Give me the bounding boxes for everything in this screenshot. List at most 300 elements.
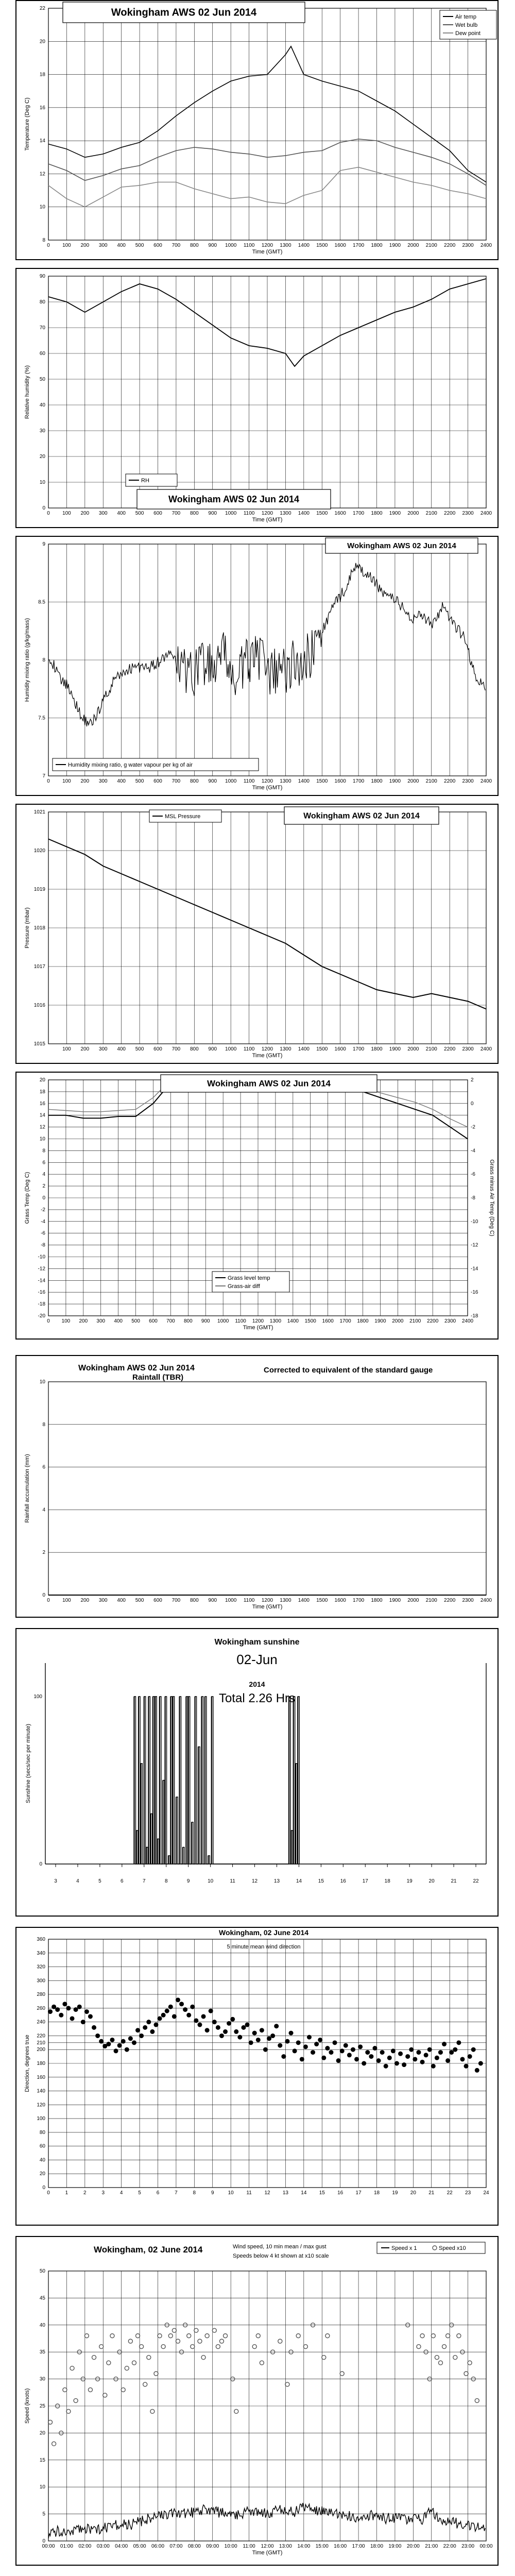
x-tick-label: 2200 — [444, 1046, 456, 1052]
rainfall-chart-panel — [15, 1355, 499, 1618]
x-tick-label: 1100 — [243, 511, 255, 516]
x-tick-label: 100 — [62, 778, 71, 784]
x-tick-label: 100 — [62, 243, 71, 248]
x-tick-label: 700 — [171, 243, 181, 248]
mixing-ratio-chart-panel — [15, 536, 499, 796]
rainfall-chart — [16, 1356, 497, 1617]
direction-point — [285, 2039, 289, 2044]
x-tick-label: 19:00 — [388, 2544, 402, 2549]
x-tick-label: 200 — [79, 1318, 88, 1324]
speed-x10-point — [125, 2366, 129, 2370]
direction-point — [212, 2020, 217, 2024]
y-tick-label: -14 — [38, 1278, 45, 1284]
y-tick-label: 8 — [42, 1148, 45, 1154]
chart-title: Wokingham sunshine — [214, 1638, 300, 1647]
chart-title: Wokingham AWS 02 Jun 2014 — [111, 7, 257, 19]
x-tick-label: 800 — [190, 511, 199, 516]
x-tick-label: 1900 — [374, 1318, 386, 1324]
direction-point — [201, 2014, 206, 2019]
x-tick-label: 1500 — [316, 1046, 328, 1052]
direction-point — [289, 2031, 294, 2036]
speed-x10-point — [340, 2371, 344, 2376]
x-tick-label: 19 — [392, 2190, 398, 2196]
x-tick-label: 18:00 — [370, 2544, 384, 2549]
x-tick-label: 1200 — [261, 511, 273, 516]
x-tick-label: 1400 — [298, 1046, 310, 1052]
x-tick-label: 3 — [54, 1878, 57, 1884]
y-tick-label: -10 — [38, 1254, 45, 1260]
x-tick-label: 1500 — [316, 243, 328, 248]
direction-point — [194, 2018, 198, 2023]
y-tick-label: 40 — [39, 402, 45, 408]
y-axis-label: Direction, degrees true — [24, 2035, 30, 2092]
x-tick-label: 900 — [208, 1046, 217, 1052]
x-tick-label: 1400 — [287, 1318, 299, 1324]
x-tick-label: 2400 — [480, 1598, 492, 1603]
x-tick-label: 300 — [98, 511, 108, 516]
x-tick-label: 1800 — [371, 511, 383, 516]
y-tick-label: 70 — [39, 325, 45, 331]
speed-x10-point — [219, 2339, 224, 2343]
y2-tick-label: 0 — [471, 1100, 474, 1107]
x-tick-label: 13:00 — [279, 2544, 292, 2549]
direction-point — [351, 2047, 355, 2052]
y-tick-label: 20 — [39, 39, 45, 45]
direction-point — [241, 2025, 246, 2030]
y-tick-label: -4 — [41, 1218, 45, 1225]
y2-tick-label: -10 — [471, 1218, 478, 1225]
x-axis-label: Time (GMT) — [252, 249, 283, 255]
x-tick-label: 20:00 — [406, 2544, 420, 2549]
direction-point — [456, 2040, 461, 2045]
direction-point — [442, 2042, 447, 2046]
y-tick-label: 35 — [39, 2349, 45, 2355]
x-axis-label: Time (GMT) — [252, 785, 283, 791]
y2-tick-label: -6 — [471, 1172, 475, 1178]
gridlines — [48, 8, 486, 240]
x-tick-label: 17 — [362, 1878, 368, 1884]
x-tick-label: 02:00 — [78, 2544, 92, 2549]
x-tick-label: 1000 — [225, 511, 237, 516]
chart-title: Wokingham AWS 02 Jun 2014 — [303, 811, 420, 821]
x-tick-label: 10:00 — [224, 2544, 237, 2549]
x-tick-label: 04:00 — [115, 2544, 128, 2549]
speed-x10-point — [147, 2355, 151, 2360]
x-tick-label: 1900 — [389, 511, 401, 516]
x-tick-label: 1100 — [243, 243, 255, 248]
y-tick-label: 9 — [42, 541, 45, 547]
direction-point — [88, 2014, 93, 2019]
direction-point — [300, 2057, 304, 2061]
y-tick-label: 30 — [39, 2376, 45, 2382]
x-tick-label: 200 — [80, 778, 90, 784]
x-tick-label: 900 — [201, 1318, 210, 1324]
x-tick-label: 14 — [296, 1878, 302, 1884]
x-tick-label: 8 — [164, 1878, 168, 1884]
y-tick-label: 30 — [39, 428, 45, 434]
chart-title: Wokingham AWS 02 Jun 2014 — [78, 1364, 195, 1372]
x-tick-label: 400 — [117, 1046, 126, 1052]
x-tick-label: 09:00 — [206, 2544, 219, 2549]
direction-point — [336, 2058, 341, 2063]
direction-point — [460, 2057, 465, 2061]
x-tick-label: 24 — [483, 2190, 489, 2196]
x-tick-label: 1000 — [225, 1046, 237, 1052]
y-tick-label: 180 — [37, 2061, 45, 2066]
y-tick-label: 0 — [42, 1592, 45, 1598]
direction-point — [260, 2028, 264, 2032]
direction-point — [347, 2053, 352, 2057]
y-tick-label: 0 — [42, 2538, 45, 2544]
sunshine-chart — [16, 1629, 497, 1916]
x-tick-label: 20 — [428, 1878, 435, 1884]
direction-point — [435, 2056, 439, 2060]
x-axis-label: Time (GMT) — [252, 517, 283, 523]
x-tick-label: 1200 — [261, 778, 273, 784]
legend-label: Air temp — [455, 14, 476, 20]
chart-total: Total 2.26 Hrs — [218, 1691, 296, 1705]
x-tick-label: 0 — [47, 778, 50, 784]
y2-tick-label: -4 — [471, 1148, 475, 1154]
x-tick-label: 21 — [451, 1878, 457, 1884]
speed-x10-point — [256, 2334, 260, 2338]
direction-point — [197, 2023, 202, 2027]
x-tick-label: 1300 — [269, 1318, 282, 1324]
x-tick-label: 13 — [282, 2190, 288, 2196]
x-tick-label: 8 — [193, 2190, 196, 2196]
x-tick-label: 2100 — [425, 1598, 437, 1603]
x-tick-label: 100 — [62, 511, 71, 516]
grass-temp-chart — [16, 1073, 497, 1338]
x-axis-label: Time (GMT) — [243, 1325, 273, 1331]
speed-x10-point — [172, 2328, 176, 2332]
x-tick-label: 600 — [149, 1318, 158, 1324]
direction-point — [99, 2039, 104, 2044]
x-tick-label: 1800 — [371, 1046, 383, 1052]
x-axis-label: Time (GMT) — [252, 1053, 283, 1059]
chart-title: Wokingham, 02 June 2014 — [218, 1928, 309, 1937]
direction-point — [190, 2005, 195, 2009]
x-tick-label: 100 — [62, 1598, 71, 1603]
x-tick-label: 3 — [101, 2190, 105, 2196]
y-tick-label: 16 — [39, 105, 45, 111]
direction-point — [205, 2028, 210, 2032]
legend-label: MSL Pressure — [165, 814, 201, 820]
speed-x10-point — [252, 2345, 256, 2349]
direction-point — [307, 2035, 312, 2040]
y-axis-label: Grass Temp (Deg C) — [24, 1172, 30, 1224]
direction-point — [117, 2043, 122, 2048]
x-tick-label: 16:00 — [334, 2544, 347, 2549]
legend-label: Humidity mixing ratio, g water vapour per kg of air — [68, 762, 193, 768]
x-tick-label: 1100 — [243, 1046, 255, 1052]
speed-x10-point — [446, 2334, 450, 2338]
direction-point — [172, 2014, 177, 2019]
x-tick-label: 1400 — [298, 243, 310, 248]
x-tick-label: 1800 — [371, 778, 383, 784]
x-tick-label: 17 — [355, 2190, 362, 2196]
speed-x10-point — [453, 2355, 457, 2360]
x-tick-label: 900 — [208, 778, 217, 784]
y-tick-label: 1020 — [33, 848, 45, 854]
x-tick-label: 18 — [373, 2190, 380, 2196]
y-tick-label: 18 — [39, 72, 45, 78]
y-tick-label: 20 — [39, 1077, 45, 1083]
direction-point — [333, 2040, 337, 2045]
y-tick-label: 360 — [37, 1937, 45, 1942]
y-tick-label: 6 — [42, 1160, 45, 1166]
direction-point — [237, 2035, 242, 2040]
x-tick-label: 600 — [153, 243, 162, 248]
x-tick-label: 2300 — [462, 243, 474, 248]
x-tick-label: 800 — [183, 1318, 193, 1324]
x-tick-label: 07:00 — [169, 2544, 183, 2549]
y-tick-label: 45 — [39, 2295, 45, 2301]
x-tick-label: 1500 — [316, 1598, 328, 1603]
y-tick-label: 12 — [39, 171, 45, 177]
speed-x10-point — [128, 2339, 132, 2343]
x-tick-label: 2300 — [444, 1318, 456, 1324]
mixing-ratio-chart — [16, 537, 497, 795]
direction-point — [424, 2053, 428, 2057]
y-tick-label: 4 — [42, 1172, 45, 1178]
x-tick-label: 2400 — [480, 243, 492, 248]
x-tick-label: 23:00 — [461, 2544, 475, 2549]
sunshine-trace — [134, 1697, 300, 1864]
x-tick-label: 500 — [135, 1046, 144, 1052]
speed-x10-point — [431, 2334, 435, 2338]
y-tick-label: 50 — [39, 377, 45, 382]
direction-point — [143, 2025, 147, 2030]
x-tick-label: 9 — [186, 1878, 190, 1884]
direction-point — [52, 2005, 56, 2009]
x-tick-label: 200 — [80, 1598, 90, 1603]
speed-x10-point — [63, 2388, 67, 2392]
direction-point — [420, 2060, 425, 2064]
y-tick-label: 20 — [39, 454, 45, 460]
y-tick-label: 16 — [39, 1100, 45, 1107]
direction-point — [270, 2033, 275, 2038]
x-tick-label: 1100 — [235, 1318, 246, 1324]
series-line-mixing-ratio — [48, 563, 485, 726]
x-tick-label: 1600 — [334, 1598, 346, 1603]
speed-x10-point — [296, 2334, 300, 2338]
speed-x10-point — [99, 2345, 104, 2349]
direction-point — [376, 2058, 381, 2063]
direction-point — [165, 2009, 169, 2013]
speed-x10-point — [420, 2334, 424, 2338]
direction-point — [405, 2054, 410, 2059]
y-tick-label: 10 — [39, 204, 45, 210]
direction-point — [438, 2050, 443, 2055]
direction-point — [354, 2057, 359, 2061]
legend-label: Grass level temp — [228, 1275, 270, 1281]
x-tick-label: 400 — [117, 243, 126, 248]
y2-tick-label: -8 — [471, 1195, 475, 1201]
direction-point — [416, 2050, 421, 2055]
x-tick-label: 1600 — [334, 778, 346, 784]
x-tick-label: 18 — [384, 1878, 390, 1884]
x-tick-label: 0 — [47, 511, 50, 516]
x-tick-label: 2000 — [407, 1046, 419, 1052]
x-tick-label: 1400 — [298, 778, 310, 784]
y-tick-label: 320 — [37, 1964, 45, 1970]
y-tick-label: 6 — [42, 1464, 45, 1470]
x-tick-label: 300 — [96, 1318, 106, 1324]
speed-x10-point — [52, 2442, 56, 2446]
y-tick-label: 2 — [42, 1550, 45, 1556]
speed-x10-point — [161, 2345, 165, 2349]
direction-point — [402, 2062, 406, 2067]
y-axis-label: Humidity mixing ratio (g/kg/mass) — [24, 618, 30, 702]
x-tick-label: 2400 — [480, 511, 492, 516]
x-tick-label: 2000 — [407, 778, 419, 784]
speed-x10-point — [88, 2388, 92, 2392]
direction-point — [227, 2021, 231, 2026]
direction-point — [74, 2007, 78, 2012]
x-tick-label: 2200 — [444, 243, 456, 248]
gridlines — [48, 812, 486, 1044]
direction-point — [340, 2048, 345, 2053]
direction-point — [223, 2029, 228, 2034]
y-axis-label: Pressure (mbar) — [24, 907, 30, 948]
direction-point — [132, 2040, 136, 2045]
speed-x10-point — [325, 2334, 330, 2338]
speed-x10-point — [48, 2420, 53, 2424]
speed-x10-point — [187, 2334, 191, 2338]
legend-label: Speed x10 — [439, 2245, 466, 2251]
direction-point — [478, 2061, 483, 2066]
y-tick-label: 340 — [37, 1950, 45, 1956]
chart-annotation: Corrected to equivalent of the standard gauge — [264, 1366, 433, 1375]
x-tick-label: 200 — [80, 1046, 90, 1052]
x-axis-label: Time (GMT) — [252, 2550, 283, 2556]
y-tick-label: -2 — [41, 1207, 45, 1213]
legend-label: RH — [141, 478, 149, 484]
x-tick-label: 100 — [62, 1046, 71, 1052]
direction-point — [106, 2042, 111, 2046]
y2-axis-label: Grass minus Air Temp (Deg C) — [489, 1159, 495, 1236]
speed-x10-point — [205, 2334, 209, 2338]
speed-x10-point — [143, 2382, 147, 2386]
direction-point — [449, 2050, 454, 2055]
x-tick-label: 1500 — [316, 511, 328, 516]
x-tick-label: 23 — [465, 2190, 471, 2196]
direction-point — [245, 2023, 250, 2027]
wind-speed-chart — [16, 2237, 497, 2565]
x-tick-label: 900 — [208, 1598, 217, 1603]
x-tick-label: 2000 — [407, 511, 419, 516]
x-tick-label: 2300 — [462, 1598, 474, 1603]
direction-point — [125, 2047, 129, 2052]
direction-point — [314, 2042, 319, 2046]
y-tick-label: 18 — [39, 1089, 45, 1095]
x-tick-label: 7 — [175, 2190, 178, 2196]
x-tick-label: 05:00 — [133, 2544, 146, 2549]
y-tick-label: 1015 — [33, 1041, 45, 1047]
x-tick-label: 900 — [208, 511, 217, 516]
x-tick-label: 300 — [98, 243, 108, 248]
direction-point — [150, 2029, 154, 2034]
x-tick-label: 1100 — [243, 1598, 255, 1603]
x-tick-label: 2200 — [444, 778, 456, 784]
x-tick-label: 0 — [47, 1318, 50, 1324]
y-tick-label: 0 — [42, 505, 45, 511]
series-line-speed-x1 — [48, 2503, 485, 2538]
x-tick-label: 1700 — [352, 1046, 365, 1052]
speed-x10-point — [84, 2334, 89, 2338]
x-tick-label: 0 — [47, 1598, 50, 1603]
speed-x10-point — [191, 2345, 195, 2349]
speed-x10-point — [260, 2361, 264, 2365]
y-tick-label: 10 — [39, 1136, 45, 1142]
x-tick-label: 0 — [47, 2190, 50, 2196]
x-tick-label: 20 — [410, 2190, 416, 2196]
y2-tick-label: 2 — [471, 1077, 474, 1083]
speed-x10-point — [121, 2388, 125, 2392]
x-tick-label: 2200 — [427, 1318, 439, 1324]
x-tick-label: 6 — [156, 2190, 160, 2196]
x-tick-label: 600 — [153, 511, 162, 516]
direction-point — [128, 2036, 133, 2041]
speed-x10-point — [103, 2393, 107, 2397]
y-tick-label: 0 — [39, 1861, 42, 1867]
y-tick-label: 22 — [39, 6, 45, 11]
y-tick-label: 8 — [42, 657, 45, 663]
direction-point — [263, 2047, 268, 2052]
legend-label: Wet bulb — [455, 22, 478, 28]
x-tick-label: 03:00 — [96, 2544, 110, 2549]
y-tick-label: 80 — [39, 299, 45, 305]
x-tick-label: 700 — [171, 1598, 181, 1603]
x-tick-label: 2100 — [425, 243, 437, 248]
direction-point — [66, 2006, 71, 2010]
y-tick-label: 210 — [37, 2040, 45, 2046]
x-tick-label: 15 — [318, 1878, 324, 1884]
x-tick-label: 22 — [447, 2190, 453, 2196]
y-tick-label: -8 — [41, 1242, 45, 1248]
x-tick-label: 1600 — [322, 1318, 334, 1324]
x-tick-label: 100 — [61, 1318, 71, 1324]
x-tick-label: 22 — [473, 1878, 479, 1884]
x-tick-label: 1000 — [217, 1318, 229, 1324]
speed-x10-point — [417, 2345, 421, 2349]
direction-point — [427, 2047, 432, 2052]
y-tick-label: 8.5 — [38, 599, 45, 605]
y2-tick-label: -16 — [471, 1290, 478, 1296]
x-tick-label: 500 — [135, 778, 144, 784]
y-tick-label: 80 — [39, 2129, 45, 2136]
gridlines — [48, 544, 486, 776]
x-tick-label: 10 — [208, 1878, 214, 1884]
y-tick-label: 5 — [42, 2511, 45, 2517]
speed-x10-point — [107, 2361, 111, 2365]
speed-x10-point — [140, 2345, 144, 2349]
direction-point — [179, 2002, 184, 2006]
y-tick-label: 260 — [37, 2005, 45, 2011]
x-tick-label: 1400 — [298, 1598, 310, 1603]
speed-x10-point — [285, 2382, 289, 2386]
y2-tick-label: -2 — [471, 1124, 475, 1130]
x-tick-label: 6 — [121, 1878, 124, 1884]
x-tick-label: 22:00 — [443, 2544, 456, 2549]
speed-x10-point — [278, 2339, 282, 2343]
pressure-chart-panel — [15, 804, 499, 1064]
x-tick-label: 10 — [228, 2190, 234, 2196]
y-tick-label: 1021 — [33, 809, 45, 815]
y-tick-label: 140 — [37, 2088, 45, 2094]
x-tick-label: 14:00 — [297, 2544, 311, 2549]
